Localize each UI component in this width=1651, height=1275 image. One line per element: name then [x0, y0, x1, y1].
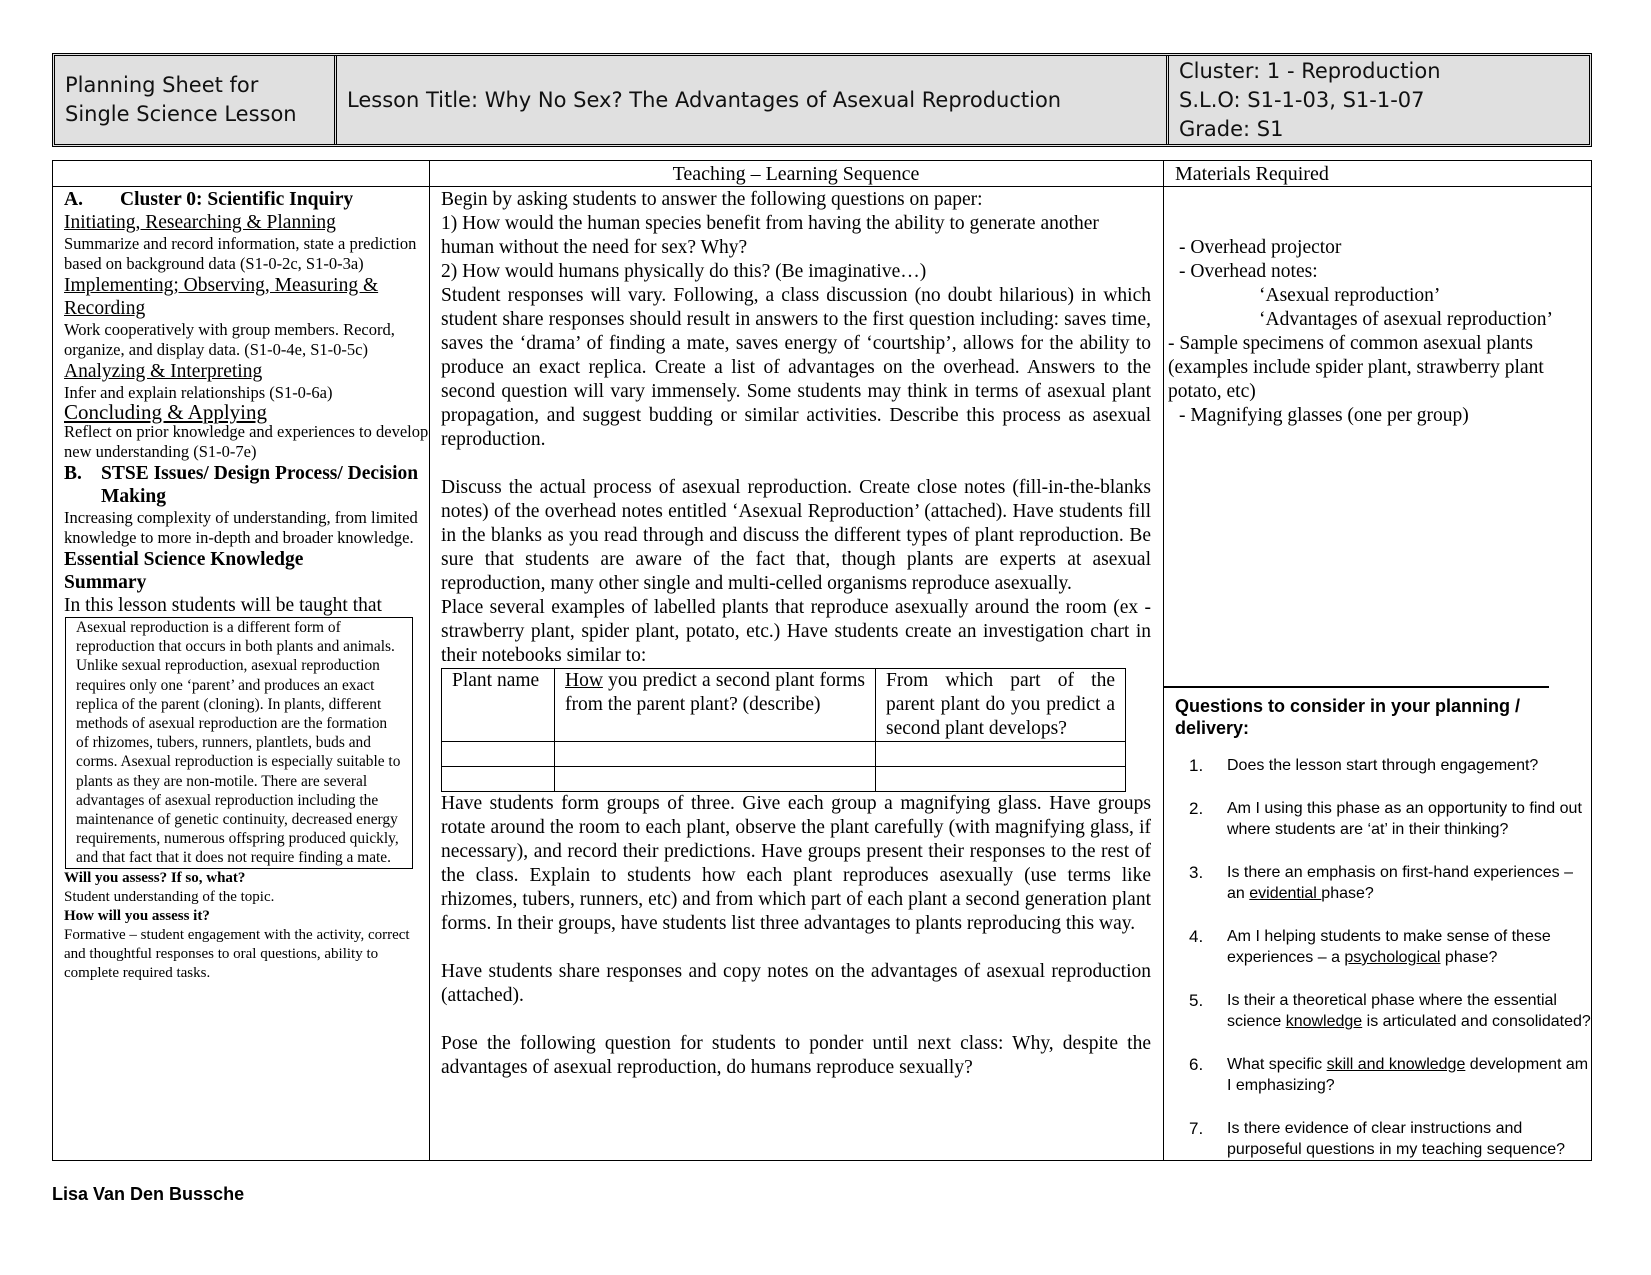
chart-cell — [876, 767, 1126, 792]
planning-question — [1175, 926, 1595, 969]
grade-label: Grade: S1 — [1179, 116, 1284, 141]
planning-question — [1175, 1054, 1595, 1097]
question-number: 3. — [1189, 862, 1204, 882]
material-item: - Magnifying glasses (one per group) — [1179, 405, 1469, 426]
question-number: 7. — [1189, 1118, 1204, 1138]
sequence-paragraph-5: Have students share responses and copy notes on the advantages of asexual reproduction (attached). — [441, 961, 1151, 1006]
sequence-paragraph-6: Pose the following question for students to ponder until next class: Why, despite the advantages of asexual reproduction, do humans reproduce sexually? — [441, 1033, 1151, 1078]
esk-summary-box: Asexual reproduction is a different form of reproduction that occurs in both plants and animals. Unlike sexual reproduction, asexual reproduction requires only one ‘parent’ and produces an exact replica of the parent (cloning). In plants, different methods of asexual reproduction are the formation of rhizomes, tubers, runners, plantlets, buds and corms. Asexual reproduction is especially suitable to plants as they are non-motile. There are several advantages of asexual reproduction including the maintenance of genetic continuity, decreased energy requirements, numerous offspring produced quickly, and that fact that it does not require finding a mate. — [65, 617, 413, 869]
chart-cell — [876, 742, 1126, 767]
subsection-heading: Initiating, Researching & Planning — [64, 212, 336, 233]
sequence-question-2: 2) How would humans physically do this? (Be imaginative…) — [441, 261, 927, 282]
chart-cell — [555, 767, 876, 792]
question-text: What specific skill and knowledge development am I emphasizing? — [1227, 1055, 1589, 1094]
question-text: Is their a theoretical phase where the essential science knowledge is articulated and consolidated? — [1227, 991, 1591, 1030]
lesson-title: Lesson Title: Why No Sex? The Advantages of Asexual Reproduction — [347, 87, 1062, 112]
section-a-label: A. — [64, 189, 83, 210]
planning-questions-list — [1175, 755, 1595, 1161]
teaching-sequence-column — [441, 188, 1151, 1080]
material-item: - Sample specimens of common asexual plants (examples include spider plant, strawberry plant potato, etc) — [1168, 333, 1544, 402]
sequence-paragraph-4: Have students form groups of three. Give each group a magnifying glass. Have groups rotate around the room to each plant, observe the plant carefully (with magnifying glass, if necessary), and record their predictions. Have groups present their responses to the rest of the class. Explain to students how each plant reproduces asexually (use terms like rhizomes, tubers, runners, etc) and from which part of each plant a second generation plant forms. In their groups, have students list three advantages to plants reproducing this way. — [441, 793, 1151, 934]
cluster-label: Cluster: 1 - Reproduction — [1179, 58, 1441, 83]
chart-header-how-rest: you predict a second plant forms from the parent plant? (describe) — [565, 670, 865, 715]
assess-answer-2: Formative – student engagement with the activity, correct and thoughtful responses to oral questions, ability to complete required tasks. — [64, 926, 410, 981]
subsection-heading: Analyzing & Interpreting — [64, 361, 263, 382]
material-subitem: ‘Advantages of asexual reproduction’ — [1259, 309, 1554, 330]
lesson-title-cell — [337, 56, 1169, 144]
chart-header-how — [555, 669, 876, 742]
esk-title: Essential Science Knowledge Summary — [64, 549, 304, 593]
subsection-text: Summarize and record information, state a prediction based on background data (S1-0-2c, S1-0-3a) — [64, 234, 417, 273]
planning-sheet-header — [52, 53, 1592, 147]
chart-header-which-part: From which part of the parent plant do you predict a second plant develops? — [876, 669, 1126, 742]
chart-row — [442, 767, 1126, 792]
planning-question — [1175, 1118, 1595, 1161]
planning-question — [1175, 755, 1595, 777]
sheet-title-cell — [55, 56, 337, 144]
planning-question — [1175, 990, 1595, 1033]
author-signature: Lisa Van Den Bussche — [52, 1184, 245, 1204]
column-divider-1 — [429, 161, 430, 1160]
question-text: Am I helping students to make sense of these experiences – a psychological phase? — [1227, 927, 1551, 966]
section-b-heading — [64, 462, 429, 508]
sequence-paragraph-3: Place several examples of labelled plants that reproduce asexually around the room (ex - strawberry plant, spider plant, potato, etc.) Have students create an investigation chart in their notebooks similar to: — [441, 597, 1151, 666]
question-text: Is there evidence of clear instructions and purposeful questions in my teaching sequence? — [1227, 1119, 1565, 1158]
section-b-label: B. — [64, 463, 82, 484]
question-number: 5. — [1189, 990, 1204, 1010]
material-item: - Overhead notes: — [1179, 261, 1318, 282]
section-b-text: Increasing complexity of understanding, from limited knowledge to more in-depth and broader knowledge. — [64, 508, 418, 547]
section-a-title: Cluster 0: Scientific Inquiry — [120, 189, 354, 210]
planning-question — [1175, 798, 1595, 841]
subsection-heading: Concluding & Applying — [64, 400, 268, 424]
subsection-text: Infer and explain relationships (S1-0-6a) — [64, 383, 333, 402]
sequence-paragraph-2: Discuss the actual process of asexual reproduction. Create close notes (fill-in-the-blanks notes) of the overhead notes entitled ‘Asexual Reproduction’ (attached). Have students fill in the blanks as you read through and discuss the different types of plant reproduction. Be sure that students are aware of the fact that, though plants are experts at asexual reproduction, many other single and multi-celled organisms reproduce asexually. — [441, 477, 1151, 594]
subsection-text: Reflect on prior knowledge and experiences to develop new understanding (S1-0-7e) — [64, 422, 429, 461]
lesson-meta-cell — [1169, 56, 1589, 144]
slo-label: S.L.O: S1-1-03, S1-1-07 — [1179, 87, 1425, 112]
assess-answer-1: Student understanding of the topic. — [64, 888, 275, 905]
question-number: 1. — [1189, 756, 1204, 775]
planning-questions-title: Questions to consider in your planning / delivery: — [1175, 696, 1521, 738]
chart-cell — [555, 742, 876, 767]
material-item: - Overhead projector — [1179, 237, 1342, 258]
assess-question-2: How will you assess it? — [64, 907, 210, 924]
question-number: 6. — [1189, 1054, 1204, 1074]
questions-divider — [1164, 686, 1549, 688]
materials-column — [1168, 188, 1585, 428]
chart-cell — [442, 742, 555, 767]
question-text: Am I using this phase as an opportunity to find out where students are ‘at’ in their thinking? — [1227, 799, 1582, 838]
chart-header-plant-name: Plant name — [442, 669, 555, 742]
subsection-text: Work cooperatively with group members. Record, organize, and display data. (S1-0-4e, S1-0-5c) — [64, 320, 395, 359]
chart-row — [442, 742, 1126, 767]
sheet-title-line2: Single Science Lesson — [65, 102, 297, 126]
chart-header-row — [442, 669, 1126, 742]
question-text: Does the lesson start through engagement? — [1227, 757, 1539, 774]
outcomes-column — [64, 188, 429, 983]
esk-intro: In this lesson students will be taught that — [64, 595, 382, 616]
subsection-heading: Implementing; Observing, Measuring & Recording — [64, 275, 379, 319]
sequence-intro: Begin by asking students to answer the following questions on paper: — [441, 189, 983, 210]
sequence-question-1: 1) How would the human species benefit from having the ability to generate another human without the need for sex? Why? — [441, 213, 1099, 258]
question-number: 4. — [1189, 926, 1204, 946]
chart-cell — [442, 767, 555, 792]
question-text: Is there an emphasis on first-hand experiences – an evidential phase? — [1227, 863, 1573, 902]
section-a-heading — [64, 188, 429, 211]
assess-question-1: Will you assess? If so, what? — [64, 869, 246, 886]
materials-header: Materials Required — [1175, 163, 1329, 185]
section-b-title: STSE Issues/ Design Process/ Decision Making — [101, 463, 419, 507]
material-subitem: ‘Asexual reproduction’ — [1259, 285, 1441, 306]
chart-header-how-underlined: How — [565, 670, 603, 691]
column-divider-2 — [1163, 161, 1164, 1160]
question-number: 2. — [1189, 798, 1204, 818]
col1-header — [53, 161, 429, 187]
sheet-title-line1: Planning Sheet for — [65, 73, 259, 97]
materials-list — [1168, 236, 1585, 428]
teaching-sequence-header: Teaching – Learning Sequence — [672, 163, 920, 185]
investigation-chart — [441, 668, 1126, 792]
sequence-paragraph-1: Student responses will vary. Following, a class discussion (no doubt hilarious) in which student share responses should result in answers to the first question including: saves time, saves the ‘drama’ of finding a mate, saves energy of ‘courtship’, allows for the ability to produce an exact replica. Create a list of advantages on the overhead. Answers to the second question will vary immensely. Some students may think in terms of asexual plant propagation, and suggest budding or similar activities. Describe this process as asexual reproduction. — [441, 285, 1151, 450]
planning-questions — [1175, 695, 1595, 1182]
planning-question — [1175, 862, 1595, 905]
